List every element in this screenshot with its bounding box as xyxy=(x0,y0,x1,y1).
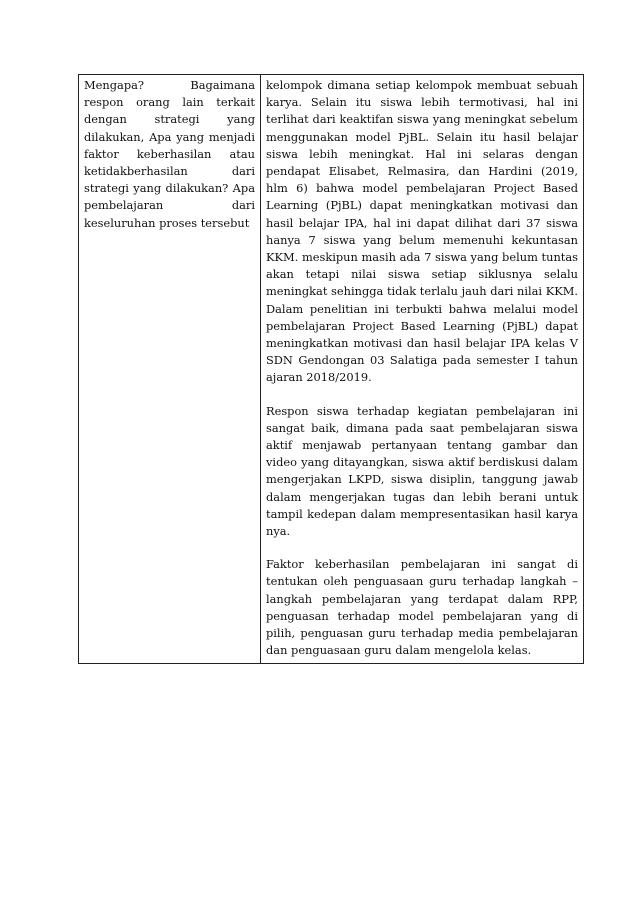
answer-paragraph-2: Respon siswa terhadap kegiatan pembelajaran ini sangat baik, dimana pada saat pembelajaran siswa aktif menjawab pertanyaan tentang gambar dan video yang ditayangkan, siswa aktif berdiskusi dalam mengerjakan LKPD, siswa disiplin, tanggung jawab dalam mengerjakan tugas dan lebih berani untuk tampil kedepan dalam mempresentasikan hasil karya nya. xyxy=(266,403,578,539)
reflection-table xyxy=(78,74,584,664)
answer-cell xyxy=(261,75,584,664)
table-row xyxy=(79,75,584,664)
answer-paragraph-1: kelompok dimana setiap kelompok membuat sebuah karya. Selain itu siswa lebih termotivasi, hal ini terlihat dari keaktifan siswa yang meningkat sebelum menggunakan model PjBL. Selain itu hasil belajar siswa lebih meningkat. Hal ini selaras dengan pendapat Elisabet, Relmasira, dan Hardini (2019, hlm 6) bahwa model pembelajaran Project Based Learning (PjBL) dapat meningkatkan motivasi dan hasil belajar IPA, hal ini dapat dilihat dari 37 siswa hanya 7 siswa yang belum memenuhi kekuntasan KKM. meskipun masih ada 7 siswa yang belum tuntas akan tetapi nilai siswa setiap siklusnya selalu meningkat sehingga tidak terlalu jauh dari nilai KKM. Dalam penelitian ini terbukti bahwa melalui model pembelajaran Project Based Learning (PjBL) dapat meningkatkan motivasi dan hasil belajar IPA kelas V SDN Gendongan 03 Salatiga pada semester I tahun ajaran 2018/2019. xyxy=(266,78,578,385)
question-cell xyxy=(79,75,261,664)
question-text: Mengapa? Bagaimana respon orang lain terkait dengan strategi yang dilakukan, Apa yang menjadi faktor keberhasilan atau ketidakberhasilan dari strategi yang dilakukan? Apa pembelajaran dari keseluruhan proses tersebut xyxy=(84,78,255,230)
answer-paragraph-3: Faktor keberhasilan pembelajaran ini sangat di tentukan oleh penguasaan guru terhadap langkah – langkah pembelajaran yang terdapat dalam RPP, penguasan terhadap model pembelajaran yang di pilih, penguasan guru terhadap media pembelajaran dan penguasaan guru dalam mengelola kelas. xyxy=(266,557,578,658)
